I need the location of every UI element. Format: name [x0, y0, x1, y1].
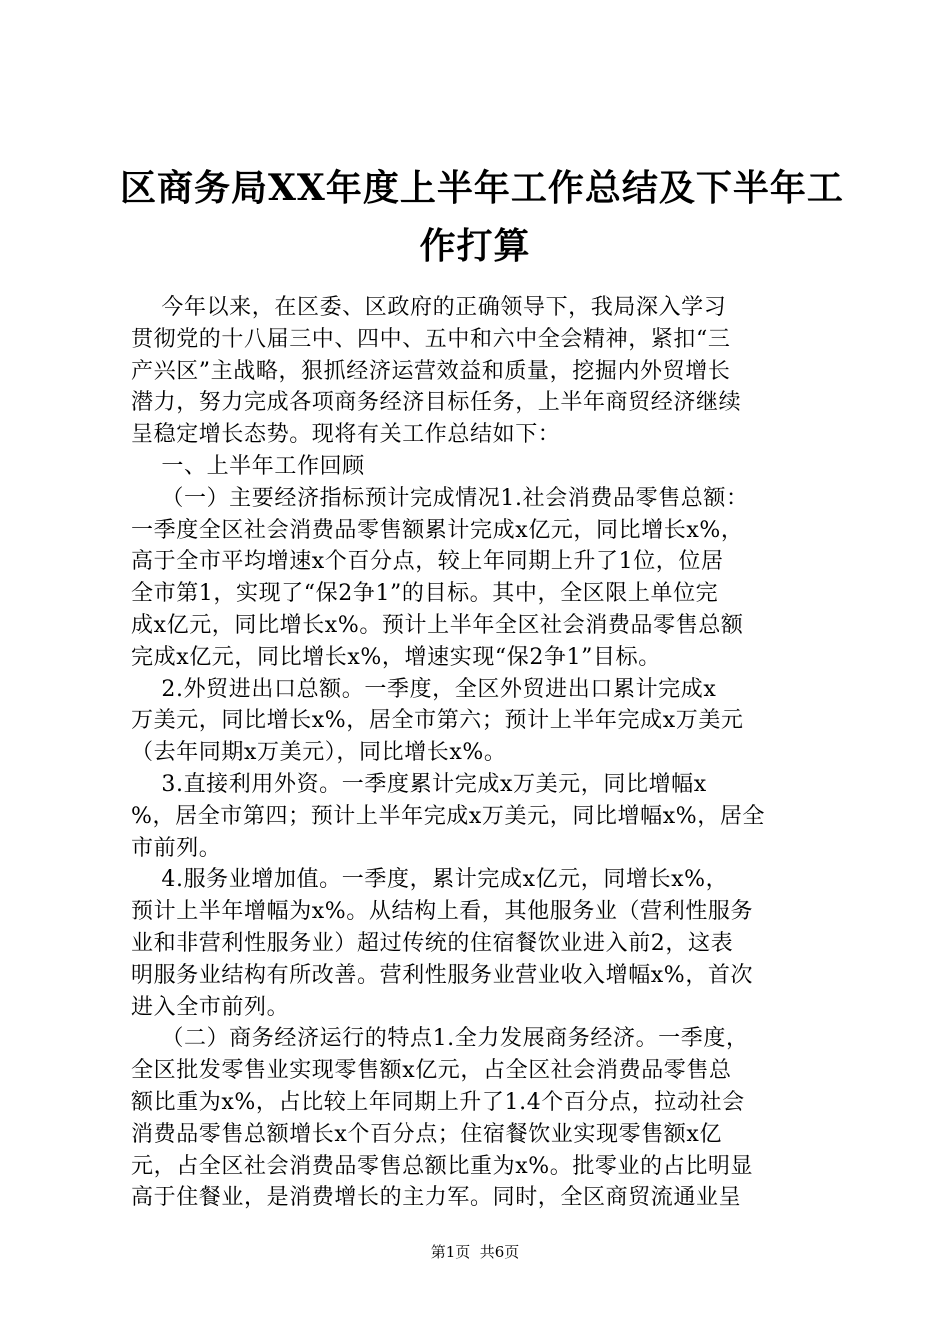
- body-line: 万美元，同比增长x%，居全市第六；预计上半年完成x万美元: [131, 708, 744, 734]
- body-line: 业和非营利性服务业）超过传统的住宿餐饮业进入前2，这表: [131, 930, 734, 956]
- body-line: 消费品零售总额增长x个百分点；住宿餐饮业实现零售额x亿: [131, 1121, 723, 1147]
- document-body: [131, 292, 831, 1214]
- body-line: 2.外贸进出口总额。一季度，全区外贸进出口累计完成x: [131, 676, 717, 702]
- body-line: 4.服务业增加值。一季度，累计完成x亿元，同增长x%，: [131, 867, 729, 893]
- body-line: 市前列。: [131, 835, 222, 861]
- body-line: 完成x亿元，同比增长x%，增速实现“保2争1”目标。: [131, 644, 661, 670]
- body-line: 呈稳定增长态势。现将有关工作总结如下：: [131, 422, 561, 448]
- body-line: 潜力，努力完成各项商务经济目标任务，上半年商贸经济继续: [131, 390, 742, 416]
- body-line: 一季度全区社会消费品零售额累计完成x亿元，同比增长x%，: [131, 517, 744, 543]
- body-line: （一）主要经济指标预计完成情况1.社会消费品零售总额：: [131, 485, 749, 511]
- body-line: 全区批发零售业实现零售额x亿元，占全区社会消费品零售总: [131, 1058, 732, 1084]
- body-line: %，居全市第四；预计上半年完成x万美元，同比增幅x%，居全: [131, 803, 766, 829]
- document-title-line-2: 作打算: [419, 225, 531, 267]
- body-line: 贯彻党的十八届三中、四中、五中和六中全会精神，紧扣“三: [131, 326, 731, 352]
- section-heading: 一、上半年工作回顾: [131, 453, 365, 479]
- body-line: 全市第1，实现了“保2争1”的目标。其中，全区限上单位完: [131, 581, 719, 607]
- body-line: 高于全市平均增速x个百分点，较上年同期上升了1位，位居: [131, 549, 724, 575]
- body-line: 进入全市前列。: [131, 994, 290, 1020]
- body-line: 3.直接利用外资。一季度累计完成x万美元，同比增幅x: [131, 771, 707, 797]
- body-line: 成x亿元，同比增长x%。预计上半年全区社会消费品零售总额: [131, 612, 744, 638]
- page-number-footer: 第1页 共6页: [430, 1243, 520, 1261]
- body-line: （去年同期x万美元），同比增长x%。: [131, 740, 507, 766]
- body-line: 产兴区”主战略，狠抓经济运营效益和质量，挖掘内外贸增长: [131, 358, 731, 384]
- document-title-line-1: 区商务局XX年度上半年工作总结及下半年工: [120, 167, 844, 209]
- body-line: 今年以来，在区委、区政府的正确领导下，我局深入学习: [131, 295, 727, 320]
- body-line: （二）商务经济运行的特点1.全力发展商务经济。一季度，: [131, 1026, 749, 1052]
- body-line: 预计上半年增幅为x%。从结构上看，其他服务业（营利性服务: [131, 899, 754, 925]
- body-line: 额比重为x%，占比较上年同期上升了1.4个百分点，拉动社会: [131, 1089, 745, 1115]
- body-line: 明服务业结构有所改善。营利性服务业营业收入增幅x%，首次: [131, 962, 754, 988]
- body-line: 高于住餐业，是消费增长的主力军。同时，全区商贸流通业呈: [131, 1185, 742, 1211]
- body-line: 元，占全区社会消费品零售总额比重为x%。批零业的占比明显: [131, 1153, 754, 1179]
